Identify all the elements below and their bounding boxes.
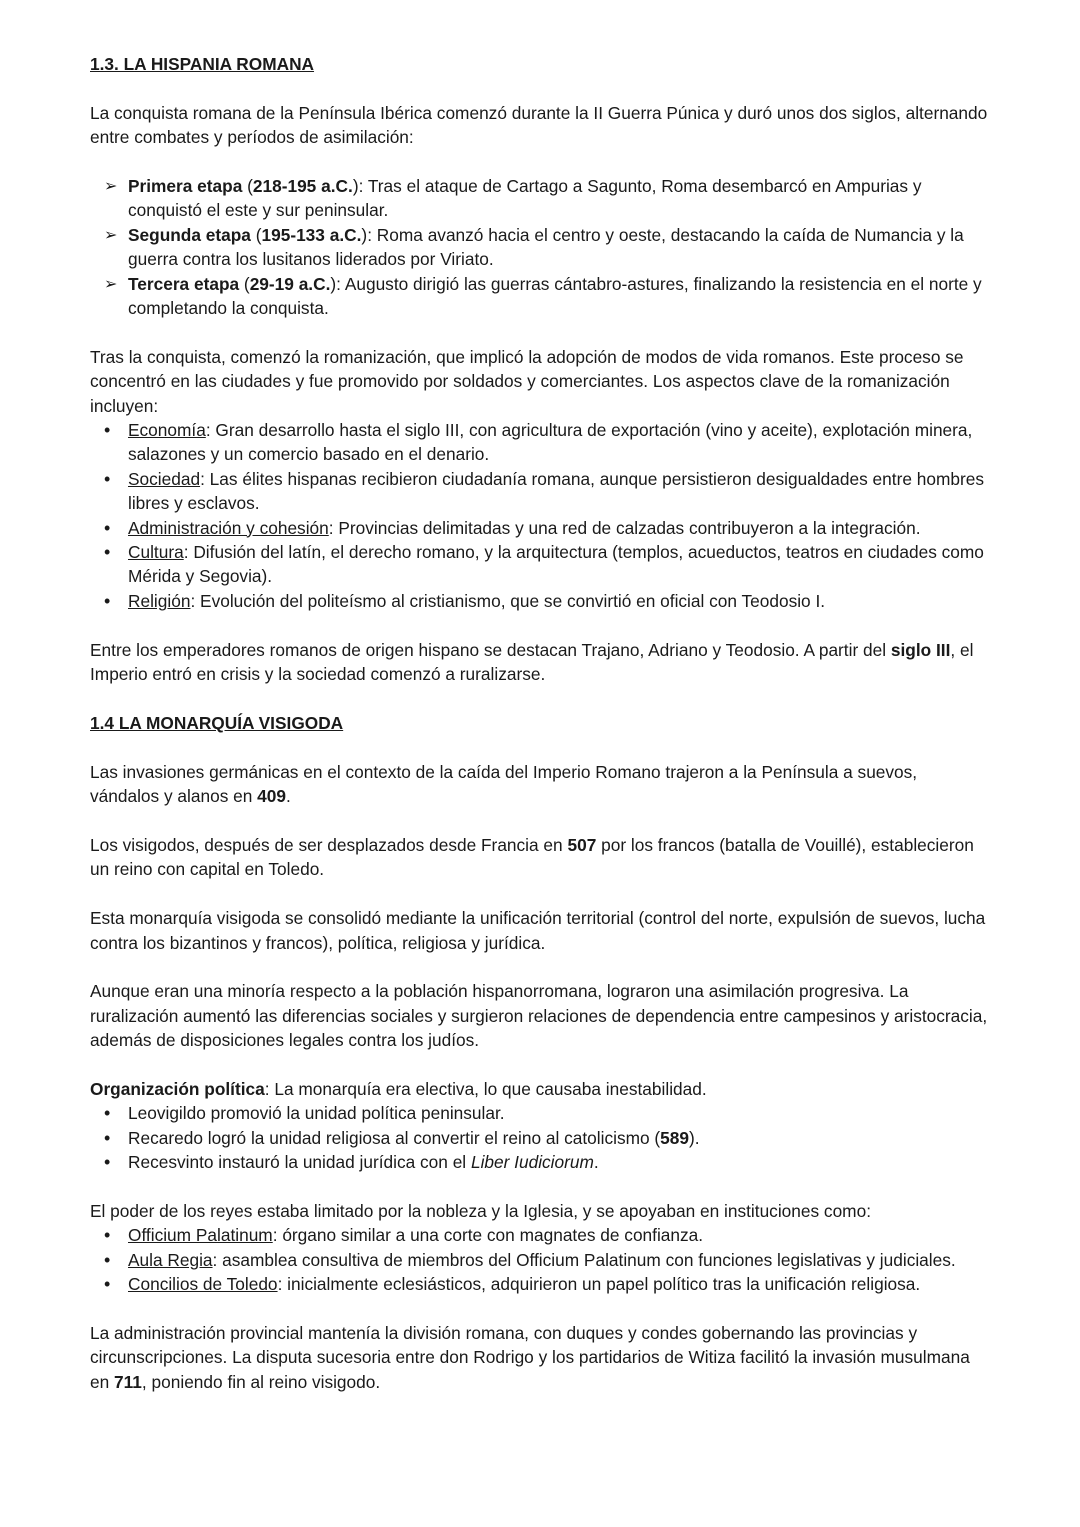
paragraph-visigodos: Los visigodos, después de ser desplazados desde Francia en 507 por los francos (batalla de Vouillé), establecieron un reino con capital en Toledo.	[90, 834, 974, 880]
etapas-list	[90, 174, 990, 320]
list-item-officium-palatinum: • Officium Palatinum: órgano similar a una corte con magnates de confianza.	[90, 1223, 990, 1247]
section-title-hispania-romana: 1.3. LA HISPANIA ROMANA	[90, 54, 315, 74]
instituciones-list	[90, 1223, 990, 1296]
paragraph-conquista-intro: La conquista romana de la Península Ibérica comenzó durante la II Guerra Púnica y duró unos dos siglos, alternando entre combates y períodos de asimilación:	[90, 102, 988, 148]
list-item-cultura: • Cultura: Difusión del latín, el derecho romano, y la arquitectura (templos, acueductos, teatros en ciudades como Mérida y Segovia).	[90, 540, 990, 589]
paragraph-emperadores: Entre los emperadores romanos de origen hispano se destacan Trajano, Adriano y Teodosio. A partir del siglo III, el Imperio entró en crisis y la sociedad comenzó a ruralizarse.	[90, 639, 974, 685]
list-item-leovigildo: • Leovigildo promovió la unidad política peninsular.	[90, 1101, 990, 1125]
reyes-list	[90, 1101, 990, 1174]
document-page	[90, 52, 990, 1394]
paragraph-consolidacion: Esta monarquía visigoda se consolidó mediante la unificación territorial (control del norte, expulsión de suevos, lucha contra los bizantinos y francos), política, religiosa y jurídica.	[90, 908, 986, 953]
list-item-aula-regia: • Aula Regia: asamblea consultiva de miembros del Officium Palatinum con funciones legislativas y judiciales.	[90, 1248, 990, 1272]
paragraph-poder: El poder de los reyes estaba limitado por la nobleza y la Iglesia, y se apoyaban en instituciones como:	[90, 1200, 871, 1221]
list-item-religion: • Religión: Evolución del politeísmo al cristianismo, que se convirtió en oficial con Teodosio I.	[90, 589, 990, 613]
list-item-sociedad: • Sociedad: Las élites hispanas recibieron ciudadanía romana, aunque persistieron desigualdades entre hombres libres y esclavos.	[90, 467, 990, 516]
paragraph-administracion-provincial: La administración provincial mantenía la división romana, con duques y condes gobernando las provincias y circunscripciones. La disputa sucesoria entre don Rodrigo y los partidarios de Witiza facilitó la invasión musulmana en 711, poniendo fin al reino visigodo.	[90, 1322, 970, 1392]
paragraph-invasiones: Las invasiones germánicas en el contexto de la caída del Imperio Romano trajeron a la Península a suevos, vándalos y alanos en 409.	[90, 761, 918, 807]
paragraph-organizacion: Organización política: La monarquía era electiva, lo que causaba inestabilidad.	[90, 1078, 707, 1099]
list-item-concilios-toledo: • Concilios de Toledo: inicialmente eclesiásticos, adquirieron un papel político tras la unificación religiosa.	[90, 1272, 990, 1296]
aspectos-list	[90, 418, 990, 613]
list-item-etapa-1: ➢ Primera etapa (218-195 a.C.): Tras el ataque de Cartago a Sagunto, Roma desembarcó en Ampurias y conquistó el este y sur peninsular.	[90, 174, 990, 223]
list-item-recesvinto: • Recesvinto instauró la unidad jurídica con el Liber Iudiciorum.	[90, 1150, 990, 1174]
section-title-monarquia-visigoda: 1.4 LA MONARQUÍA VISIGODA	[90, 712, 344, 733]
list-item-recaredo: • Recaredo logró la unidad religiosa al convertir el reino al catolicismo (589).	[90, 1126, 990, 1150]
paragraph-romanizacion: Tras la conquista, comenzó la romanización, que implicó la adopción de modos de vida romanos. Este proceso se concentró en las ciudades y fue promovido por soldados y comerciantes. Los aspectos clave de la romanización incluyen:	[90, 346, 964, 416]
list-item-administracion: • Administración y cohesión: Provincias delimitadas y una red de calzadas contribuyeron a la integración.	[90, 516, 990, 540]
list-item-etapa-2: ➢ Segunda etapa (195-133 a.C.): Roma avanzó hacia el centro y oeste, destacando la caída de Numancia y la guerra contra los lusitanos liderados por Viriato.	[90, 223, 990, 272]
paragraph-asimilacion: Aunque eran una minoría respecto a la población hispanorromana, lograron una asimilación progresiva. La ruralización aumentó las diferencias sociales y surgieron relaciones de dependencia entre campesinos y aristocracia, además de disposiciones legales contra los judíos.	[90, 981, 988, 1051]
list-item-etapa-3: ➢ Tercera etapa (29-19 a.C.): Augusto dirigió las guerras cántabro-astures, finalizando la resistencia en el norte y completando la conquista.	[90, 272, 990, 321]
list-item-economia: • Economía: Gran desarrollo hasta el siglo III, con agricultura de exportación (vino y aceite), explotación minera, salazones y un comercio basado en el denario.	[90, 418, 990, 467]
